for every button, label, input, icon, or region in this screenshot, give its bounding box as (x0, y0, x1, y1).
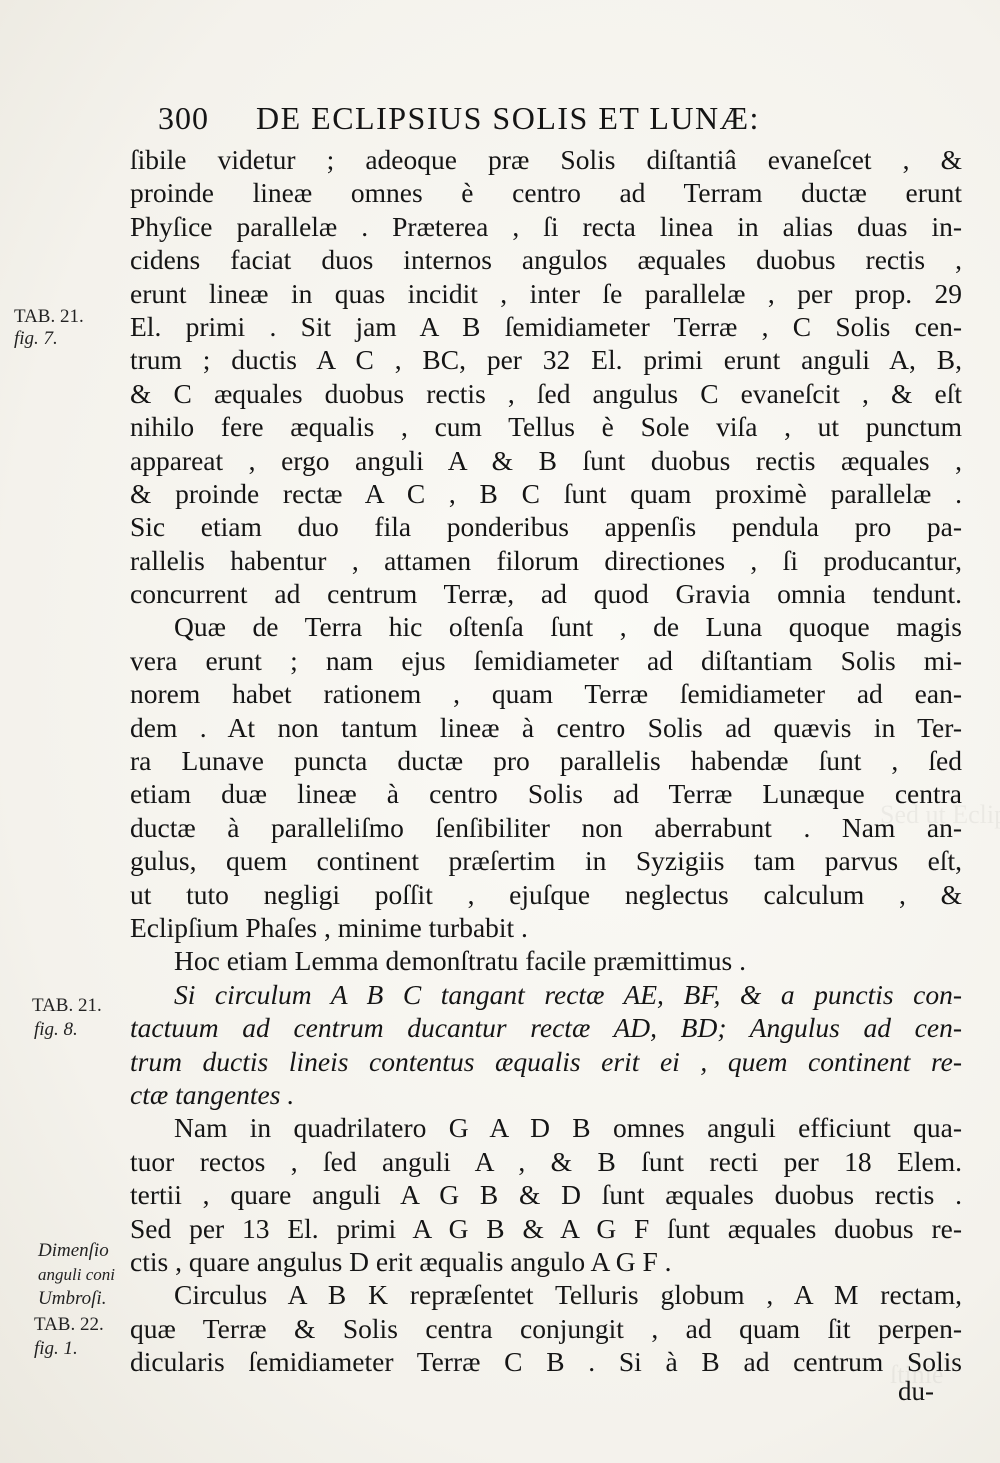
running-head (158, 98, 948, 146)
text-line: tuor rectos , ſed anguli A , & B ſunt recti per 18 Elem. (130, 1145, 962, 1177)
text-line: etiam duæ lineæ à centro Solis ad Terræ Lunæque centra (130, 778, 962, 810)
lemma-line: trum ductis lineis contentus æqualis erit ei , quem continent re- (130, 1045, 962, 1077)
text-line: ductæ à paralleliſmo ſenſibiliter non aberrabunt . Nam an- (130, 811, 962, 843)
text-line: dem . At non tantum lineæ à centro Solis ad quævis in Ter- (130, 711, 962, 743)
text-line: ra Lunave puncta ductæ pro parallelis habendæ ſunt , ſed (130, 745, 962, 777)
catchword: du- (898, 1376, 934, 1406)
text-line: vera erunt ; nam ejus ſemidiameter ad diſtantiam Solis mi- (130, 644, 962, 676)
text-line: trum ; ductis A C , BC, per 32 El. primi erunt anguli A, B, (130, 344, 962, 376)
lemma-line: ctæ tangentes . (130, 1078, 295, 1110)
text-line: gulus, quem continent præſertim in Syzigiis tam parvus eſt, (130, 845, 962, 877)
text-line: erunt lineæ in quas incidit , inter ſe parallelæ , per prop. 29 (130, 277, 962, 309)
text-line: rallelis habentur , attamen filorum directiones , ſi producantur, (130, 544, 962, 576)
text-line: ut tuto negligi poſſit , ejuſque neglectus calculum , & (130, 878, 962, 910)
text-line: ſibile videtur ; adeoque præ Solis diſtantiâ evaneſcet , & (130, 144, 962, 175)
lemma-line: Si circulum A B C tangant rectæ AE, BF, & a punctis con- (174, 978, 962, 1010)
margin-note-tab21b: TAB. 21. (32, 995, 102, 1016)
text-line: appareat , ergo anguli A & B ſunt duobus rectis æquales , (130, 444, 962, 476)
text-line: ctis , quare angulus D erit æqualis angulo A G F . (130, 1245, 672, 1277)
text-line: quæ Terræ & Solis centra conjungit , ad quam ſit perpen- (130, 1312, 962, 1344)
margin-note-anguli: anguli coni (38, 1265, 115, 1284)
text-line: Quæ de Terra hic oſtenſa ſunt , de Luna quoque magis (174, 611, 962, 643)
page-number: 300 (158, 100, 209, 136)
text-line: El. primi . Sit jam A B ſemidiameter Terræ , C Solis cen- (130, 310, 962, 342)
lemma-line: tactuum ad centrum ducantur rectæ AD, BD; Angulus ad cen- (130, 1012, 962, 1044)
text-line: concurrent ad centrum Terræ, ad quod Gravia omnia tendunt. (130, 578, 962, 610)
margin-note-fig1: fig. 1. (34, 1338, 78, 1359)
margin-note-tab21: TAB. 21. (14, 306, 84, 327)
text-line: norem habet rationem , quam Terræ ſemidiameter ad ean- (130, 678, 962, 710)
text-line: Hoc etiam Lemma demonſtratu facile præmittimus . (174, 945, 746, 977)
text-line: Nam in quadrilatero G A D B omnes anguli efficiunt qua- (174, 1112, 962, 1144)
text-line: Eclipſium Phaſes , minime turbabit . (130, 911, 528, 943)
margin-note-umbrosi: Umbroſi. (38, 1288, 107, 1309)
text-line: proinde lineæ omnes è centro ad Terram ductæ erunt (130, 177, 962, 209)
text-line: tertii , quare anguli A G B & D ſunt æquales duobus rectis . (130, 1179, 962, 1211)
margin-note-fig7: fig. 7. (14, 328, 58, 349)
margin-note-dimensio: Dimenſio (38, 1240, 109, 1261)
text-line: Sic etiam duo fila ponderibus appenſis pendula pro pa- (130, 511, 962, 543)
text-line: nihilo fere æqualis , cum Tellus è Sole viſa , ut punctum (130, 411, 962, 443)
text-line: & proinde rectæ A C , B C ſunt quam proximè parallelæ . (130, 477, 962, 509)
text-line: Circulus A B K repræſentet Telluris globum , A M rectam, (174, 1279, 962, 1311)
text-line: Sed per 13 El. primi A G B & A G F ſunt æquales duobus re- (130, 1212, 962, 1244)
margin-note-tab22: TAB. 22. (34, 1314, 104, 1335)
margin-note-fig8: fig. 8. (34, 1019, 78, 1040)
text-line: & C æquales duobus rectis , ſed angulus C evaneſcit , & eſt (130, 377, 962, 409)
text-line: cidens faciat duos internos angulos æquales duobus rectis , (130, 244, 962, 276)
body-text (130, 143, 962, 1378)
text-line: Phyſice parallelæ . Præterea , ſi recta linea in alias duas in- (130, 210, 962, 242)
text-line: dicularis ſemidiameter Terræ C B . Si à B ad centrum Solis (130, 1346, 962, 1378)
running-title: DE ECLIPSIUS SOLIS ET LUNÆ: (256, 100, 760, 136)
